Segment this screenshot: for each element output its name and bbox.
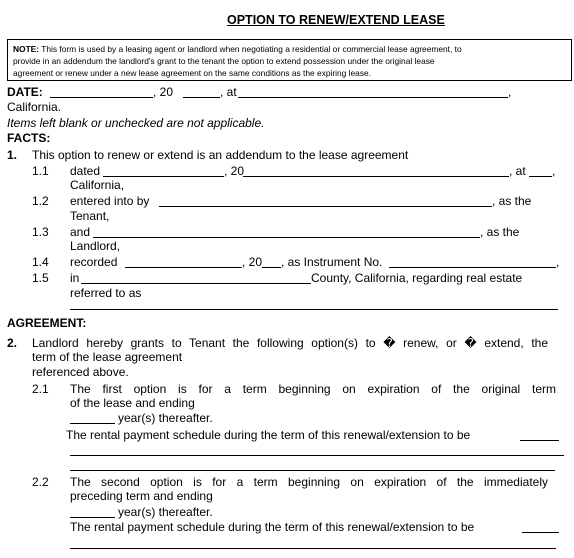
- option-2-2-line-2: preceding term and ending: [70, 489, 213, 503]
- recorded-label: recorded: [70, 255, 118, 269]
- option-2-1-rental-field-2[interactable]: [70, 455, 564, 456]
- item-number-1-2: 1.2: [32, 194, 49, 208]
- item-number-1-1: 1.1: [32, 164, 49, 178]
- date-field[interactable]: [50, 97, 153, 98]
- facts-number: 1.: [7, 148, 18, 162]
- option-2-2-rental-field-1[interactable]: [522, 532, 559, 533]
- option-number-2-2: 2.2: [32, 475, 49, 489]
- agreement-number: 2.: [7, 336, 18, 350]
- option-2-1-rental-text: The rental payment schedule during the term of this renewal/extension to be: [66, 428, 471, 442]
- instrument-comma: ,: [556, 255, 560, 269]
- landlord-name-field[interactable]: [93, 237, 480, 238]
- instrument-label: , as Instrument No.: [281, 255, 383, 269]
- option-2-2-rental-field-2[interactable]: [70, 548, 556, 549]
- option-number-2-1: 2.1: [32, 382, 49, 396]
- dated-year-field[interactable]: [243, 176, 509, 177]
- date-state: California.: [7, 100, 62, 114]
- property-description-field[interactable]: [70, 309, 558, 310]
- option-2-2-line-1: The second option is for a term beginning on expiration of the immediately: [70, 475, 548, 489]
- note-label: NOTE:: [13, 44, 40, 54]
- agreement-line-3: referenced above.: [32, 365, 129, 379]
- item-number-1-4: 1.4: [32, 255, 49, 269]
- date-year-field[interactable]: [183, 97, 220, 98]
- option-2-1-rental-field-1[interactable]: [520, 440, 559, 441]
- facts-text: This option to renew or extend is an addendum to the lease agreement: [32, 148, 409, 162]
- instruction-text: Items left blank or unchecked are not applicable.: [7, 116, 265, 130]
- and-label: and: [70, 225, 91, 239]
- recorded-year-field[interactable]: [262, 267, 281, 268]
- dated-comma: ,: [552, 164, 556, 178]
- item-number-1-3: 1.3: [32, 225, 49, 239]
- option-2-1-years-field[interactable]: [70, 423, 115, 424]
- option-2-2-rental-text: The rental payment schedule during the term of this renewal/extension to be: [70, 520, 475, 534]
- landlord-label: Landlord,: [70, 239, 121, 253]
- note-text-1: This form is used by a leasing agent or landlord when negotiating a residential or commercial lease agreement, to: [41, 44, 462, 54]
- dated-year-label: , 20: [224, 164, 245, 178]
- instrument-number-field[interactable]: [389, 267, 556, 268]
- recorded-year-label: , 20: [242, 255, 263, 269]
- as-tenant-label: , as the: [492, 194, 532, 208]
- dated-at-field[interactable]: [529, 176, 552, 177]
- option-2-1-years-label: year(s) thereafter.: [118, 411, 213, 425]
- agreement-line-2: term of the lease agreement: [32, 350, 183, 364]
- facts-heading: FACTS:: [7, 131, 51, 145]
- date-year-label: , 20: [153, 85, 174, 99]
- tenant-label: Tenant,: [70, 209, 110, 223]
- note-line-1: [13, 44, 462, 55]
- agreement-line-1: Landlord hereby grants to Tenant the following option(s) to � renew, or � extend, the: [32, 336, 548, 350]
- as-landlord-label: , as the: [480, 225, 520, 239]
- page-title: OPTION TO RENEW/EXTEND LEASE: [227, 13, 445, 27]
- option-2-1-rental-field-3[interactable]: [70, 470, 555, 471]
- dated-at-label: , at: [509, 164, 526, 178]
- item-number-1-5: 1.5: [32, 271, 49, 285]
- date-location-field[interactable]: [238, 97, 508, 98]
- entered-label: entered into by: [70, 194, 150, 208]
- option-2-2-years-label: year(s) thereafter.: [118, 505, 213, 519]
- date-at-label: , at: [220, 85, 237, 99]
- dated-state: California,: [70, 178, 125, 192]
- in-label: in: [70, 271, 80, 285]
- county-field[interactable]: [81, 283, 311, 284]
- date-comma: ,: [508, 85, 512, 99]
- note-line-3: agreement or renew under a new lease agreement on the same conditions as the expiring lease.: [13, 68, 372, 78]
- date-label: DATE:: [7, 85, 43, 99]
- recorded-date-field[interactable]: [125, 267, 242, 268]
- option-2-1-line-1: The first option is for a term beginning on expiration of the original term: [70, 382, 556, 396]
- option-2-2-years-field[interactable]: [70, 517, 115, 518]
- county-label: County, California, regarding real estate: [311, 271, 523, 285]
- referred-label: referred to as: [70, 286, 142, 300]
- dated-label: dated: [70, 164, 101, 178]
- note-line-2: provide in an addendum the landlord's grant to the tenant the option to extend possession under the original lease: [13, 56, 435, 66]
- agreement-heading: AGREEMENT:: [7, 316, 87, 330]
- option-2-1-line-2: of the lease and ending: [70, 396, 195, 410]
- dated-field[interactable]: [103, 176, 224, 177]
- tenant-name-field[interactable]: [159, 206, 492, 207]
